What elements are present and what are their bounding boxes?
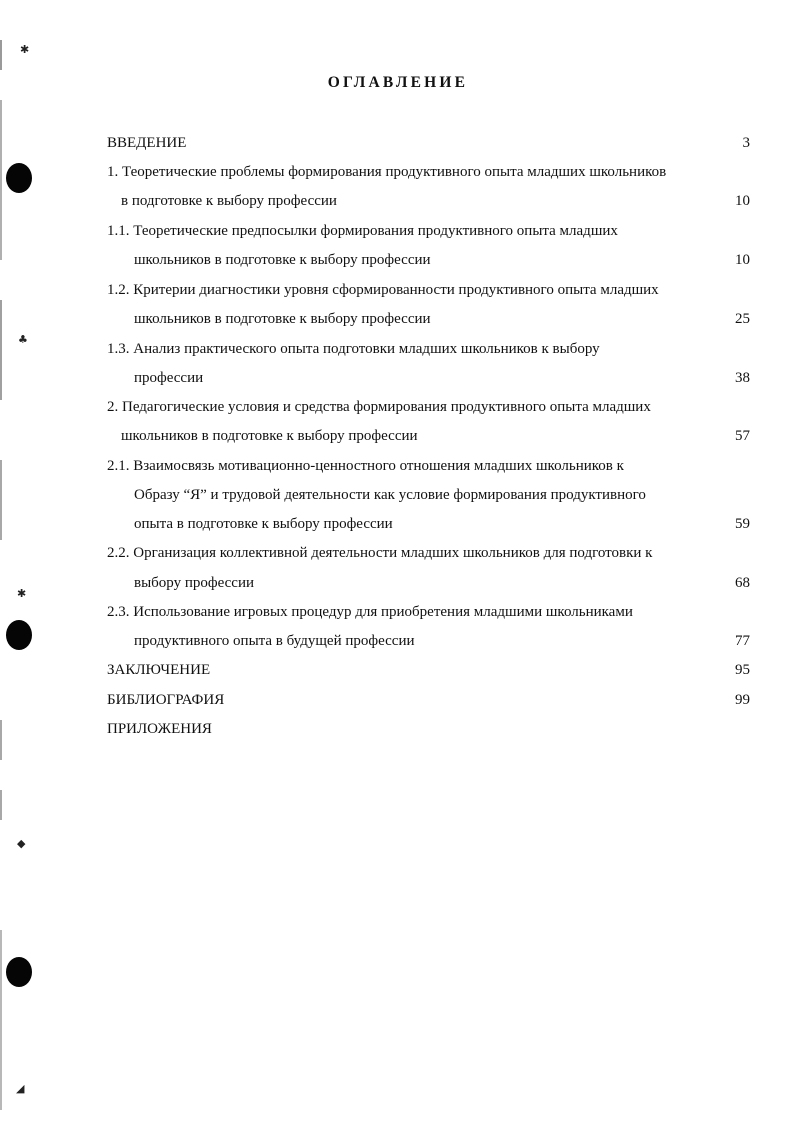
toc-page-number: 59 [735, 516, 750, 532]
toc-entry-title-cont: школьников в подготовке к выбору профессии [134, 252, 431, 268]
toc-entry-title: 1.3. Анализ практического опыта подготовки младших школьников к выбору [107, 341, 600, 357]
scan-speck-mark: ♣ [18, 333, 28, 346]
toc-entry-title: БИБЛИОГРАФИЯ [107, 692, 225, 708]
toc-entry-section-2-1-cont[interactable] [0, 484, 796, 506]
toc-page-number: 57 [735, 428, 750, 444]
toc-entry-title: 2. Педагогические условия и средства формирования продуктивного опыта младших [107, 399, 651, 415]
toc-page-number: 68 [735, 575, 750, 591]
toc-page-number: 77 [735, 633, 750, 649]
toc-entry-section-2-2[interactable] [0, 542, 796, 564]
toc-entry-title-cont: в подготовке к выбору профессии [121, 193, 337, 209]
toc-page-number: 25 [735, 311, 750, 327]
page-title: ОГЛАВЛЕНИЕ [327, 74, 469, 91]
toc-entry-section-2-3-cont[interactable] [0, 630, 796, 652]
toc-entry-bibliography[interactable] [0, 689, 796, 711]
scan-speck-mark: ✱ [20, 43, 30, 56]
toc-page-number: 10 [735, 252, 750, 268]
toc-entry-section-1-1[interactable] [0, 220, 796, 242]
toc-entry-section-1-2[interactable] [0, 279, 796, 301]
toc-entry-section-1-3-cont[interactable] [0, 367, 796, 389]
toc-entry-title-cont: школьников в подготовке к выбору профессии [121, 428, 418, 444]
toc-entry-chapter-2-cont[interactable] [0, 425, 796, 447]
toc-entry-title: ВВЕДЕНИЕ [107, 135, 187, 151]
toc-entry-section-2-2-cont[interactable] [0, 572, 796, 594]
toc-entry-section-1-1-cont[interactable] [0, 249, 796, 271]
toc-entry-title: 1.1. Теоретические предпосылки формирования продуктивного опыта младших [107, 223, 618, 239]
toc-entry-title-cont: опыта в подготовке к выбору профессии [134, 516, 393, 532]
toc-entry-section-2-3[interactable] [0, 601, 796, 623]
toc-entry-title: ПРИЛОЖЕНИЯ [107, 721, 212, 737]
toc-page-number: 38 [735, 370, 750, 386]
toc-entry-conclusion[interactable] [0, 659, 796, 681]
scan-speck-mark: ◢ [16, 1082, 25, 1095]
toc-entry-section-1-3[interactable] [0, 338, 796, 360]
toc-entry-section-2-1[interactable] [0, 455, 796, 477]
toc-entry-title-cont: Образу “Я” и трудовой деятельности как условие формирования продуктивного [134, 487, 646, 503]
toc-entry-title: 2.1. Взаимосвязь мотивационно-ценностного отношения младших школьников к [107, 458, 624, 474]
toc-entry-chapter-1-cont[interactable] [0, 190, 796, 212]
toc-page-number: 95 [735, 662, 750, 678]
toc-entry-introduction[interactable] [0, 132, 796, 154]
toc-page-number: 3 [742, 135, 750, 151]
toc-entry-title-cont: школьников в подготовке к выбору профессии [134, 311, 431, 327]
toc-entry-title-cont: выбору профессии [134, 575, 254, 591]
toc-entry-chapter-1[interactable] [0, 161, 796, 183]
toc-entry-title: 1. Теоретические проблемы формирования продуктивного опыта младших школьников [107, 164, 667, 180]
toc-entry-chapter-2[interactable] [0, 396, 796, 418]
toc-entry-title: 1.2. Критерии диагностики уровня сформированности продуктивного опыта младших [107, 282, 659, 298]
toc-entry-title-cont: продуктивного опыта в будущей профессии [134, 633, 415, 649]
toc-page-number: 99 [735, 692, 750, 708]
toc-page-number: 10 [735, 193, 750, 209]
toc-entry-title: 2.2. Организация коллективной деятельности младших школьников для подготовки к [107, 545, 653, 561]
toc-entry-title: ЗАКЛЮЧЕНИЕ [107, 662, 211, 678]
toc-entry-appendices[interactable] [0, 718, 796, 740]
toc-entry-title: 2.3. Использование игровых процедур для приобретения младшими школьниками [107, 604, 633, 620]
scan-speck-mark: ◆ [17, 837, 26, 850]
toc-entry-section-1-2-cont[interactable] [0, 308, 796, 330]
scan-speck-mark: ✱ [17, 587, 27, 600]
toc-entry-section-2-1-cont[interactable] [0, 513, 796, 535]
toc-entry-title-cont: профессии [134, 370, 204, 386]
